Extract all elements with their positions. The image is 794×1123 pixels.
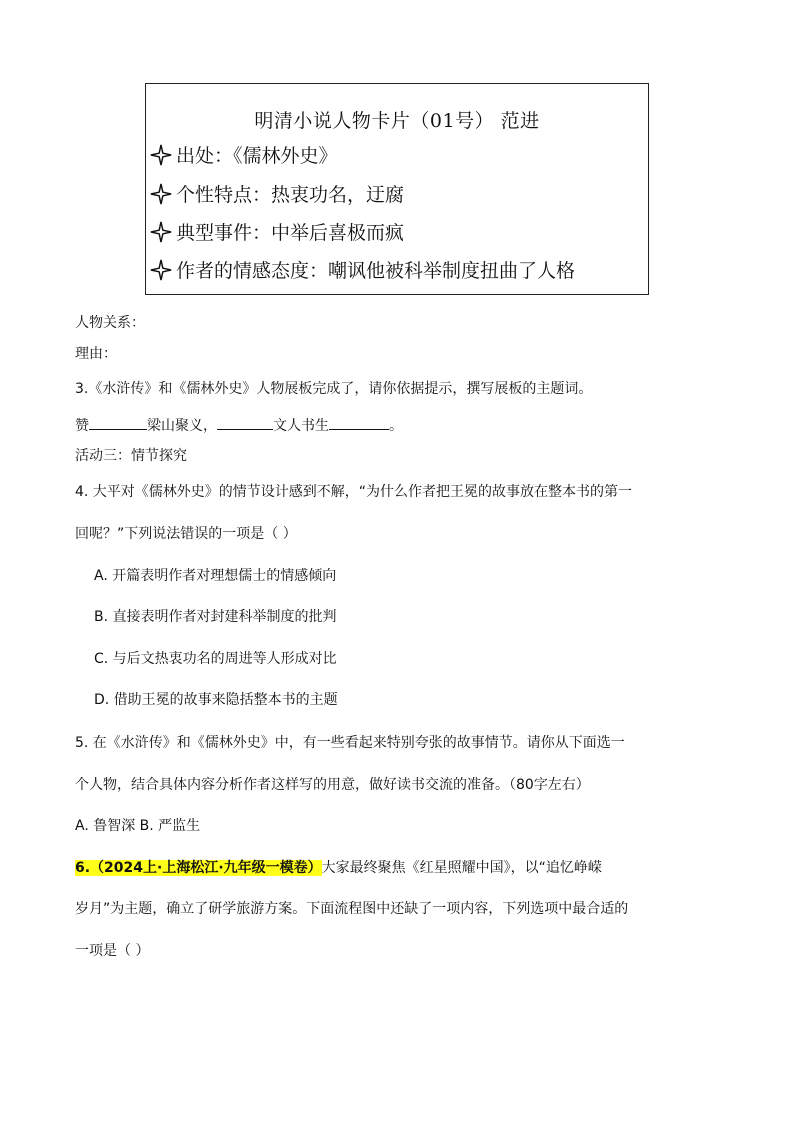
reason-label: 理由： [75, 346, 117, 362]
activity-3-heading: 活动三：情节探究 [75, 448, 187, 464]
card-row-traits [150, 180, 404, 207]
four-point-star-icon [150, 221, 172, 243]
blank-end: 。 [389, 418, 403, 434]
card-row-text: 个性特点：热衷功名，迂腐 [176, 184, 405, 206]
question-5-options: A. 鲁智深 B. 严监生 [75, 818, 201, 834]
card-row-source [150, 141, 338, 168]
question-6-source-tag-1: 6.（2024 [75, 860, 144, 876]
four-point-star-icon [150, 144, 172, 166]
question-4-line-1: 4. 大平对《儒林外史》的情节设计感到不解，“为什么作者把王冕的故事放在整本书的第一 [75, 484, 633, 500]
blank-b-suffix: 文人书生 [273, 418, 329, 434]
character-card [145, 83, 649, 295]
question-6-line-2: 岁月”为主题，确立了研学旅游方案。下面流程图中还缺了一项内容，下列选项中最合适的 [75, 901, 629, 917]
question-6-source-tag-2: 上·上海松江·九年级一模卷） [143, 860, 322, 876]
question-3: 3.《水浒传》和《儒林外史》人物展板完成了，请你依据提示，撰写展板的主题词。 [75, 381, 593, 397]
question-4-option-d: D. 借助王冕的故事来隐括整本书的主题 [94, 692, 338, 708]
four-point-star-icon [150, 183, 172, 205]
question-3-blanks [75, 415, 403, 435]
question-4-option-a: A. 开篇表明作者对理想儒士的情感倾向 [94, 568, 337, 584]
question-5-line-1: 5. 在《水浒传》和《儒林外史》中，有一些看起来特别夸张的故事情节。请你从下面选一 [75, 735, 625, 751]
answer-blank-1[interactable] [89, 415, 147, 430]
card-row-event [150, 218, 404, 245]
answer-blank-2[interactable] [217, 415, 273, 430]
question-4-option-b: B. 直接表明作者对封建科举制度的批判 [94, 609, 337, 625]
card-row-text: 典型事件：中举后喜极而疯 [176, 222, 405, 244]
question-4-option-c: C. 与后文热衷功名的周进等人形成对比 [94, 651, 337, 667]
four-point-star-icon [150, 259, 172, 281]
question-4-line-2: 回呢？”下列说法错误的一项是（ ） [75, 526, 297, 542]
answer-blank-3[interactable] [329, 415, 389, 430]
card-row-text: 作者的情感态度：嘲讽他被科举制度扭曲了人格 [176, 260, 576, 282]
question-6-line-1-text: 大家最终聚焦《红星照耀中国》，以“追忆峥嵘 [321, 860, 602, 876]
question-6-line-1 [75, 857, 602, 877]
card-title: 明清小说人物卡片（01号） 范进 [254, 110, 540, 132]
blank-a-prefix: 赞 [75, 418, 89, 434]
relation-label: 人物关系： [75, 315, 145, 331]
question-6-line-3: 一项是（ ） [75, 943, 150, 959]
question-5-line-2: 个人物，结合具体内容分析作者这样写的用意，做好读书交流的准备。（80字左右） [75, 777, 590, 793]
blank-a-suffix: 梁山聚义， [147, 418, 217, 434]
card-row-attitude [150, 256, 575, 283]
card-row-text: 出处：《儒林外史》 [176, 145, 338, 167]
